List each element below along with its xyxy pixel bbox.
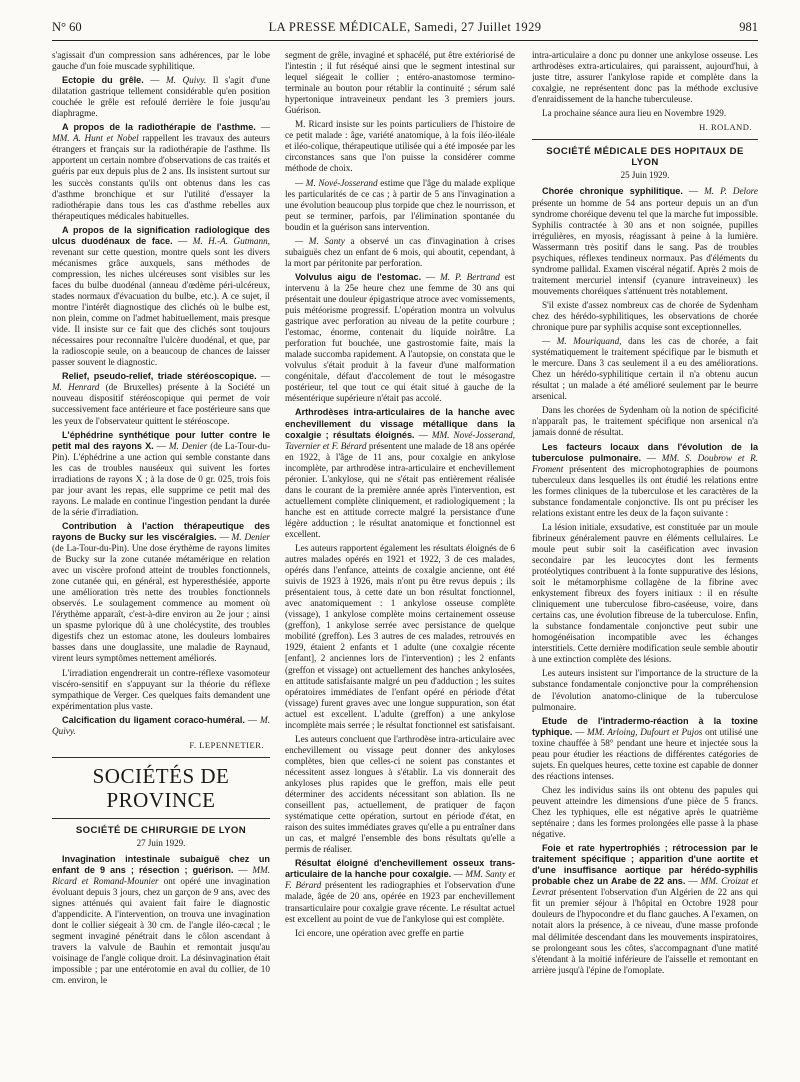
page-header [52,16,758,41]
column-1 [52,50,270,1075]
article-facteurs: Les facteurs locaux dans l'évolution de la tuberculose pulmonaire. — MM. S. Doubrow et R. Froment présentent des microphotographies de poumons tuberculeux dans lesquelles ils ont étudié les relations entre les formes cliniques de la tuberculose et les caractères de la substance fondamentale conjonctive. Ils ont pu préciser les relations existant entre les deux de la façon suivante : [532,441,758,518]
article-author: M. Henrard [52,382,100,393]
article-intradermo: Etude de l'intradermo-réaction à la toxine typhique. — MM. Arloing, Dufourt et Pujos ont utilisé une toxine chauffée à 58° pendant une heure et injectée sous la peau pour étudier les réactions de différentes catégories de sujets. En quelques heures, cette toxine est capable de donner des réactions intenses. [532,715,758,781]
paragraph: Les auteurs insistent sur l'importance de la structure de la substance fondamentale conjonctive pour la compréhension de l'évolution anatomo-clinique de la tuberculose pulmonaire. [532,668,758,712]
article-title: L'éphédrine synthétique pour lutter contre le petit mal des rayons X. [52,429,270,451]
article-text: présentent l'observation d'un Algérien de 22 ans qui fit un premier séjour à l'hôpital en Octobre 1928 pour douleurs de l'hypocondre et du flanc gauches. A l'examen, on notait alors la présence, à ce niveau, d'une masse profonde mal délimitée descendant dans les mouvements inspiratoires, se prolongeant sous les côtes, s'accompagnant d'une matité s'étendant à la moitié inférieure de l'aisselle et remontant en arrière jusqu'à l'épine de l'omoplate. [532,887,758,975]
article-calcif: Calcification du ligament coraco-huméral. — M. Quivy. [52,714,270,736]
article-title: Ectopie du grêle. [62,75,144,86]
article-title: A propos de la radiothérapie de l'asthme. [62,122,256,133]
article-text: ont utilisé une toxine chauffée à 58° pendant une heure et injectée sous la peau pour étudier les réactions de différentes catégories de sujets. En quelques heures, cette toxine est capable de donner des réactions intenses. [532,726,758,781]
article-chorea: Chorée chronique syphilitique. — M. P. Delore présente un homme de 54 ans porteur depuis un an d'un syndrome choréique devenu tel que la marche fut impossible. Syphilis contractée à 30 ans et non soignée, pupilles irrégulières, en myosis, réagissant à peine à la lumière. Wassermann très positif dans le sang. Pas de troubles psychiques, réflexes tendineux normaux. Pas d'éléments du syndrome pallidal. Examen viscéral négatif. Après 2 mois de traitement mercuriel intensif (cyanure intraveineux) les mouvements choréiques s'atténuent très notablement. [532,186,758,296]
article-text: dans les cas de chorée, a fait systématiquement le traitement spécifique par le bismuth et le mercure. Dans 3 cas seulement il a eu des améliorations. Chez un hérédo-syphilitique certain il n'a obtenu aucun résultat ; un malade a été amélioré seulement par le beurre arsenical. [532,336,758,402]
paragraph: La lésion initiale, exsudative, est constituée par un moule fibrineux généralement pauvre en éléments cellulaires. Le moule peut subir soit la caséification avec invasion secondaire par les leucocytes dont les ferments protéolytiques contribuent à la fonte suppurative des lésions, soit le métamorphisme collagène de la fibrine avec enkystement fibreux des foyers initiaux : il en résulte cliniquement une tuberculose fibro-caséeuse, voire, dans certains cas, une évolution fibreuse de la tuberculose. Enfin, la substance fondamentale conjonctive peut subir une homogénéisation incompatible avec les échanges interstitiels. Cette dernière modification seule semble aboutir à une extinction complète des lésions. [532,521,758,665]
paragraph [532,336,758,402]
divider [532,139,758,140]
article-author: MM. Croizat et Levrat [532,876,758,898]
section-heading: SOCIÉTÉS DE PROVINCE [92,763,230,812]
article-title: Relief, pseudo-relief, triade stéréoscopique. [62,371,257,382]
article-author: M. H.-A. Gutmann, [192,235,270,246]
signature: H. ROLAND. [699,122,752,133]
article-author: M. P. Delore [704,186,758,197]
article-resultat: Résultat éloigné d'enchevillement osseux trans-articulaire de la hanche pour coxalgie. — MM. Santy et F. Bérard présentent les radiographies et l'observation d'une malade, âgée de 20 ans, opérée en 1923 par enchevillement transarticulaire pour coxalgie grave récente. Le résultat actuel est excellent au point de vue de l'ankylose qui est complète. [285,858,515,924]
article-title: Foie et rate hypertrophiés ; rétrocession par le traitement spécifique ; apparition d'une aortite et d'une insuffisance aortique par hérédo-syphilis probable chez un Arabe de 22 ans. [532,843,758,887]
article-text: ont opéré une invagination évoluant depuis 3 jours, chez un garçon de 9 ans, avec des signes atténués qui avaient fait faire le diagnostic d'appendicite. A l'intervention, on trouva une invagination dont le collier siégeait à 30 cm. de l'angle iléo-cæcal ; le segment invaginé pénétrait dans le côlon ascendant à travers la valvule de Bauhin et remontait jusqu'au voisinage de l'angle colique droit. La désinvagination était impossible ; par une entérotomie en aval du collier, de 10 cm. environ, le [52,876,270,986]
article-author: M. Denier [168,440,208,451]
article-ulcus: A propos de la signification radiologique des ulcus duodénaux de face. — M. H.-A. Gutmann, revenant sur cette question, montre quels sont les divers mécanismes grâce auxquels, sans méthodes de compression, les niches ulcéreuses sont visibles sur les faces du bulbe duodénal (anneau d'œdème péri-ulcéreux, stades normaux d'évacuation du bulbe, etc.). A ce sujet, il montre l'intérêt diagnostique des clichés où le bulbe est, non plein, comme on l'admet habituellement, mais presque vide. Il insiste sur ce fait que des clichés sont toujours nécessaires pour reconnaître l'ulcère duodénal, et que, par la radioscopie seule, on a beaucoup de chances de laisser passer souvent le diagnostic. [52,224,270,368]
article-title: Résultat éloigné d'enchevillement osseux trans-articulaire de la hanche pour coxalgie. [285,858,515,880]
article-text: présentent des microphotographies de poumons tuberculeux dans lesquelles ils ont étudié les relations entre les formes cliniques de la tuberculose et les caractères de la substance fondamentale conjonctive. Ils ont pu préciser les relations existant entre les deux de la façon suivante : [532,463,758,518]
article-author: MM. Santy et F. Bérard [285,869,515,891]
article-author: — M. Santy [295,235,345,246]
signature: F. LEPENNETIER. [189,739,264,750]
article-author: — M. Mouriquand, [542,336,622,347]
article-text: (de La-Tour-du-Pin). Une dose érythème de rayons limites de Bucky sur la zone cutanée métamérique en relation avec un viscère profond atteint de troubles fonctionnels, zone cutanée qui, en général, est hyperesthésiée, apporte une amélioration très nette des troubles fonctionnels observés. Le soulagement commence au moment où l'érythème apparaît, c'est-à-dire environ au 2e jour ; ainsi un spasme pylorique dû à une cholécystite, des troubles digestifs chez un estomac atone, les douleurs lombaires basses dans une douglassite, une maladie de Raynaud, virent leurs symptômes nettement améliorés. [52,543,270,664]
paragraph: segment de grêle, invaginé et sphacélé, put être extériorisé de l'intestin ; il fut réséqué ainsi que le segment intestinal sur lequel siégeait le collier ; entéro-anastomose termino-terminale au bouton pour rétablir la continuité ; sérum salé hypertonique intraveineux pendant les 3 premiers jours. Guérison. [285,50,515,116]
article-text: présente un homme de 54 ans porteur depuis un an d'un syndrome choréique devenu tel que la marche fut impossible. Syphilis contractée à 30 ans et non soignée, pupilles irrégulières, en myosis, réagissant à peine à la lumière. Wassermann très positif dans le sang. Pas de troubles psychiques, réflexes tendineux normaux. Pas d'éléments du syndrome pallidal. Examen viscéral négatif. Après 2 mois de traitement mercuriel intensif (cyanure intraveineux) les mouvements choréiques s'atténuent très notablement. [532,197,758,296]
article-author: MM. Arloing, Dufourt et Pujos [587,726,703,737]
article-text: rappellent les travaux des auteurs étrangers et français sur la radiothérapie de l'asthme. Ils apportent un certain nombre d'observations de cas traités et guéris par eux depuis plus de 2 ans. Ils insistent surtout sur les succès constants qu'ils ont obtenus dans les cas d'asthme bronchique et sur l'utilité d'essayer la radiothérapie dans tous les cas d'asthme rebelles aux thérapeutiques médicales habituelles. [52,133,270,221]
session-date: 25 Juin 1929. [620,170,670,181]
paragraph: L'irradiation engendrerait un contre-réflexe vasomoteur viscéro-sensitif en s'appuyant sur la théorie du réflexe sympathique de Verger. Ces quelques faits demandent une expérimentation plus vaste. [52,667,270,711]
article-relief: Relief, pseudo-relief, triade stéréoscopique. — M. Henrard (de Bruxelles) présente à la Société un nouveau dispositif stéréoscopique qui permet de voir successivement face antérieure et face postérieure sans que les yeux de l'observateur quittent le stéréoscope. [52,371,270,426]
article-author: MM. A. Hunt et Nobel [52,133,139,144]
article-author: MM. S. Doubrow et R. Froment [532,452,758,474]
divider [52,757,270,758]
article-title: Arthrodèses intra-articulaires de la hanche avec enchevillement du vissage métallique dans la coxalgie ; résultats éloignés. [285,407,515,440]
article-text: Il s'agit d'une dilatation gastrique tellement considérable qu'en position couchée le grêle est refoulé derrière le foie jusqu'au diaphragme. [52,75,270,119]
article-title: Chorée chronique syphilitique. [542,186,683,197]
article-author: MM. Ricard et Romand-Mounier [52,865,270,887]
article-title: Etude de l'intradermo-réaction à la toxine typhique. [532,715,758,737]
article-author: M. Quivy. [52,714,270,736]
article-text: présentent une malade de 18 ans opérée en 1922, à l'âge de 11 ans, pour coxalgie en ankylose incomplète, par arthrodèse intra-articulaire et enchevillement péronier. L'ankylose, qui ne s'était pas entièrement réalisée dans le courant de la première année après l'intervention, est actuellement complète cliniquement, et radiologiquement ; la hanche est en attitude correcte malgré la persistance d'une légère adduction ; le résultat anatomique et fonctionnel est excellent. [285,440,515,539]
column-2 [285,50,515,1075]
society-title: SOCIÉTÉ MÉDICALE DES HOPITAUX DE LYON [546,146,744,169]
article-text: présentent les radiographies et l'observation d'une malade, âgée de 20 ans, opérée en 1923 par enchevillement transarticulaire pour coxalgie grave récente. Le résultat actuel est excellent au point de vue de l'ankylose qui est complète. [285,880,515,924]
page-number: 981 [739,20,758,34]
article-asthme: A propos de la radiothérapie de l'asthme. — MM. A. Hunt et Nobel rappellent les travaux des auteurs étrangers et français sur la radiothérapie de l'asthme. Ils apportent un certain nombre d'observations de cas traités et guéris par eux depuis plus de 2 ans. Ils insistent surtout sur les succès constants qu'ils ont obtenus dans les cas d'asthme bronchique et sur l'utilité d'essayer la radiothérapie dans tous les cas d'asthme rebelles aux thérapeutiques médicales habituelles. [52,122,270,221]
journal-title: LA PRESSE MÉDICALE, Samedi, 27 Juillet 1929 [268,20,542,34]
article-invagination: Invagination intestinale subaiguë chez un enfant de 9 ans ; résection ; guérison. — MM. Ricard et Romand-Mounier ont opéré une invagination évoluant depuis 3 jours, chez un garçon de 9 ans, avec des signes atténués qui avaient fait faire le diagnostic d'appendicite. A l'intervention, on trouva une invagination dont le collier siégeait à 30 cm. de l'angle iléo-cæcal ; le segment invaginé pénétrait dans le côlon ascendant à travers la valvule de Bauhin et remontait jusqu'au voisinage de l'angle colique droit. La désinvagination était impossible ; par une entérotomie en aval du collier, de 10 cm. environ, le [52,853,270,986]
paragraph [285,178,515,233]
article-volvulus: Volvulus aigu de l'estomac. — M. P. Bertrand est intervenu à la 25e heure chez une femme de 30 ans qui présentait une douleur épigastrique atroce avec vomissements, puis météorisme progressif. L'opération montra un volvulus gastrique avec perforation au niveau de la petite courbure ; l'estomac, énorme, contenait du liquide noirâtre. La perforation fut bouchée, une gastrostomie faite, mais la malade succomba rapidement. A l'autopsie, on constata que le volvulus s'était produit à la faveur d'une malformation congénitale, défaut d'accolement de tout le mésogastre postérieur, tel que tout ce qui était situé à gauche de la mésentérique supérieure n'était pas accolé. [285,271,515,404]
article-title: Invagination intestinale subaiguë chez un enfant de 9 ans ; résection ; guérison. [52,853,270,875]
paragraph [285,236,515,269]
article-title: Volvulus aigu de l'estomac. [295,271,422,282]
article-title: Calcification du ligament coraco-huméral. [62,714,245,725]
article-title: A propos de la signification radiologique des ulcus duodénaux de face. [52,224,270,246]
divider [52,818,270,819]
session-date: 27 Juin 1929. [136,837,186,848]
article-text: est intervenu à la 25e heure chez une femme de 30 ans qui présentait une douleur épigastrique atroce avec vomissements, puis météorisme progressif. L'opération montra un volvulus gastrique avec perforation au niveau de la petite courbure ; l'estomac, énorme, contenait du liquide noirâtre. La perforation fut bouchée, une gastrostomie faite, mais la malade succomba rapidement. A l'autopsie, on constata que le volvulus s'était produit à la faveur d'une malformation congénitale, défaut d'accolement de tout le mésogastre postérieur, tel que tout ce qui était situé à gauche de la mésentérique supérieure n'était pas accolé. [285,271,515,404]
paragraph: La prochaine séance aura lieu en Novembre 1929. [542,108,727,119]
article-text: estime que l'âge du malade explique les particularités de ce cas ; à partir de 5 ans l'invagination a une évolution beaucoup plus torpide que chez le nourrisson, et peut se terminer, parfois, par l'élimination spontanée du boudin et la guérison sans intervention. [285,177,515,232]
paragraph: Chez les individus sains ils ont obtenu des papules qui peuvent atteindre les dimensions d'une pièce de 5 francs. Chez les typhiques, elle est négative après le quatrième septénaire ; dans les formes prolongées elle passe à la phase négative. [532,784,758,840]
article-author: M. Quivy. [166,75,207,86]
article-ectopie: Ectopie du grêle. — M. Quivy. Il s'agit d'une dilatation gastrique tellement considérable qu'en position couchée le grêle est refoulé derrière le foie jusqu'au diaphragme. [52,75,270,119]
society-title: SOCIÉTÉ DE CHIRURGIE DE LYON [75,824,247,836]
paragraph: Les auteurs concluent que l'arthrodèse intra-articulaire avec enchevillement ou vissage peut donner des ankyloses complètes, bien que celles-ci ne soient pas constantes et nécessitent assez longues à s'établir. La vis donnerait des ankyloses plus rapides que le greffon, mais elle peut déterminer des accidents nécessitant son ablation. Ils ne conseillent pas, actuellement, de pratiquer de façon systématique cette opération, surtout en période d'état, en raison des suites immédiates graves qu'elle a pu entraîner dans un cas, et malgré l'ensemble des bons résultats qu'elle a permis de réaliser. [285,733,515,855]
article-text: a observé un cas d'invagination à crises subaiguës chez un enfant de 6 mois, qui aboutit, cependant, à la mort par péritonite par perforation. [285,235,515,268]
paragraph: Ici encore, une opération avec greffe en partie [295,927,464,938]
column-3 [532,50,758,1075]
article-title: Contribution à l'action thérapeutique des rayons de Bucky sur les viscéralgies. [52,520,270,542]
paragraph: M. Ricard insiste sur les points particuliers de l'histoire de ce petit malade : âge, variété anatomique, à la fois iléo-iléale et iléo-colique, thérapeutique utilisée qui a été imposée par les circonstances sans que l'on puisse la considérer comme méthode de choix. [285,119,515,174]
article-foie: Foie et rate hypertrophiés ; rétrocession par le traitement spécifique ; apparition d'une aortite et d'une insuffisance aortique par hérédo-syphilis probable chez un Arabe de 22 ans. — MM. Croizat et Levrat présentent l'observation d'un Algérien de 22 ans qui fit un premier séjour à l'hôpital en Octobre 1928 pour douleurs de l'hypocondre et du flanc gauches. A l'examen, on notait alors la présence, à ce niveau, d'une masse profonde mal délimitée descendant dans les mouvements inspiratoires, se prolongeant sous les côtes, s'accompagnant d'une matité s'étendant à la moitié inférieure de l'aisselle et remontant en arrière jusqu'à l'épine de l'omoplate. [532,843,758,975]
article-ephedrine: L'éphédrine synthétique pour lutter contre le petit mal des rayons X. — M. Denier (de La-Tour-du-Pin). L'éphédrine a une action qui semble constante dans les cas de troubles nauséeux qui suivent les fortes irradiations de rayons X ; à la dose de 0 gr. 025, trois fois par jour avant les repas, elle supprime ce petit mal des rayons. Le malade en continue l'ingestion pendant la durée de la série d'irradiation. [52,429,270,517]
paragraph: Les auteurs rapportent également les résultats éloignés de 6 autres malades opérés en 1921 et 1922, 3 de ces malades, opérés dans l'enfance, atteints de coxalgie ancienne, ont été suivis de 1923 à 1926, mais n'ont pu être revus depuis ; ils présentaient tous, à cette date un bon résultat fonctionnel, avec anatomiquement : 1 ankylose osseuse complète (vissage), 1 ankylose complète moins certainement osseuse (greffon), 1 ankylose serrée avec persistance de quelque mobilité (greffon). Les 3 autres de ces malades, retrouvés en 1929, étaient 2 enfants et 1 adulte (une coxalgie récente [enfant], 2 anciennes lors de l'intervention) ; les 2 enfants (greffon et vissage) ont actuellement des hanches ankylosées, en attitude satisfaisante malgré un peu d'adduction ; les suites opératoires immédiates de l'enfant opéré en période d'état (vissage) furent graves avec une longue suppuration, son état actuel est excellent. L'adulte (greffon) a une ankylose incomplète mais serrée ; le résultat fonctionnel est satisfaisant. [285,543,515,730]
article-author: M. Denier [231,531,270,542]
article-bucky: Contribution à l'action thérapeutique des rayons de Bucky sur les viscéralgies. — M. Denier (de La-Tour-du-Pin). Une dose érythème de rayons limites de Bucky sur la zone cutanée métamérique en relation avec un viscère profond atteint de troubles fonctionnels, zone cutanée qui, en général, est hyperesthésiée, apporte une amélioration très nette des troubles fonctionnels observés. Le soulagement commence au moment où l'érythème apparaît, c'est-à-dire environ au 2e jour ; ainsi un spasme pylorique dû à une cholécystite, des troubles digestifs chez un estomac atone, les douleurs lombaires basses dans une douglassite, une maladie de Raynaud, virent leurs symptômes nettement améliorés. [52,520,270,664]
article-text: revenant sur cette question, montre quels sont les divers mécanismes grâce auxquels, sans méthodes de compression, les niches ulcéreuses sont visibles sur les faces du bulbe duodénal (anneau d'œdème péri-ulcéreux, stades normaux d'évacuation du bulbe, etc.). A ce sujet, il montre l'intérêt diagnostique des clichés où le bulbe est, non plein, comme on l'admet habituellement, mais presque vide. Il insiste sur ce fait que des clichés sont toujours nécessaires pour reconnaître l'ulcère duodénal, et que, par la radioscopie seule, on a beaucoup de chances de laisser passer souvent le diagnostic. [52,246,270,368]
article-text: (de Bruxelles) présente à la Société un nouveau dispositif stéréoscopique qui permet de voir successivement face antérieure et face postérieure sans que les yeux de l'observateur quittent le stéréoscope. [52,382,270,426]
article-author: — M. Nové-Josserand [295,177,378,188]
paragraph: intra-articulaire a donc pu donner une ankylose osseuse. Les arthrodèses extra-articulaires, qui paraissent, aujourd'hui, à juste titre, assurer l'ankylose rapide et complète dans la coxalgie, ne représentent donc pas la méthode exclusive d'enraidissement de la hanche tuberculeuse. [532,50,758,105]
article-text: (de La-Tour-du-Pin). L'éphédrine a une action qui semble constante dans les cas de troubles nauséeux qui suivent les fortes irradiations de rayons X ; à la dose de 0 gr. 025, trois fois par jour avant les repas, elle supprime ce petit mal des rayons. Le malade en continue l'ingestion pendant la durée de la série d'irradiation. [52,440,270,517]
article-author: MM. Nové-Josserand, Tavernier et F. Bérard [285,429,515,451]
paragraph: Dans les chorées de Sydenham où la notion de spécificité n'apparaît pas, le traitement spécifique non arsenical n'a jamais donné de résultat. [532,405,758,438]
article-title: Les facteurs locaux dans l'évolution de la tuberculose pulmonaire. [532,441,758,463]
article-author: M. P. Bertrand [440,271,500,282]
paragraph: s'agissait d'un compression sans adhérences, par le lobe gauche d'un foie muscade syphilitique. [52,50,270,72]
issue-number: N° 60 [52,20,82,34]
paragraph: S'il existe d'assez nombreux cas de chorée de Sydenham chez des hérédo-syphilitiques, les observations de chorée chronique pure par syphilis acquise sont exceptionnelles. [532,299,758,333]
article-arthrodese: Arthrodèses intra-articulaires de la hanche avec enchevillement du vissage métallique dans la coxalgie ; résultats éloignés. — MM. Nové-Josserand, Tavernier et F. Bérard présentent une malade de 18 ans opérée en 1922, à l'âge de 11 ans, pour coxalgie en ankylose incomplète, par arthrodèse intra-articulaire et enchevillement péronier. L'ankylose, qui ne s'était pas entièrement réalisée dans le courant de la première année après l'intervention, est actuellement complète cliniquement, et radiologiquement ; la hanche est en attitude correcte malgré la persistance d'une légère adduction ; le résultat anatomique et fonctionnel est excellent. [285,407,515,539]
